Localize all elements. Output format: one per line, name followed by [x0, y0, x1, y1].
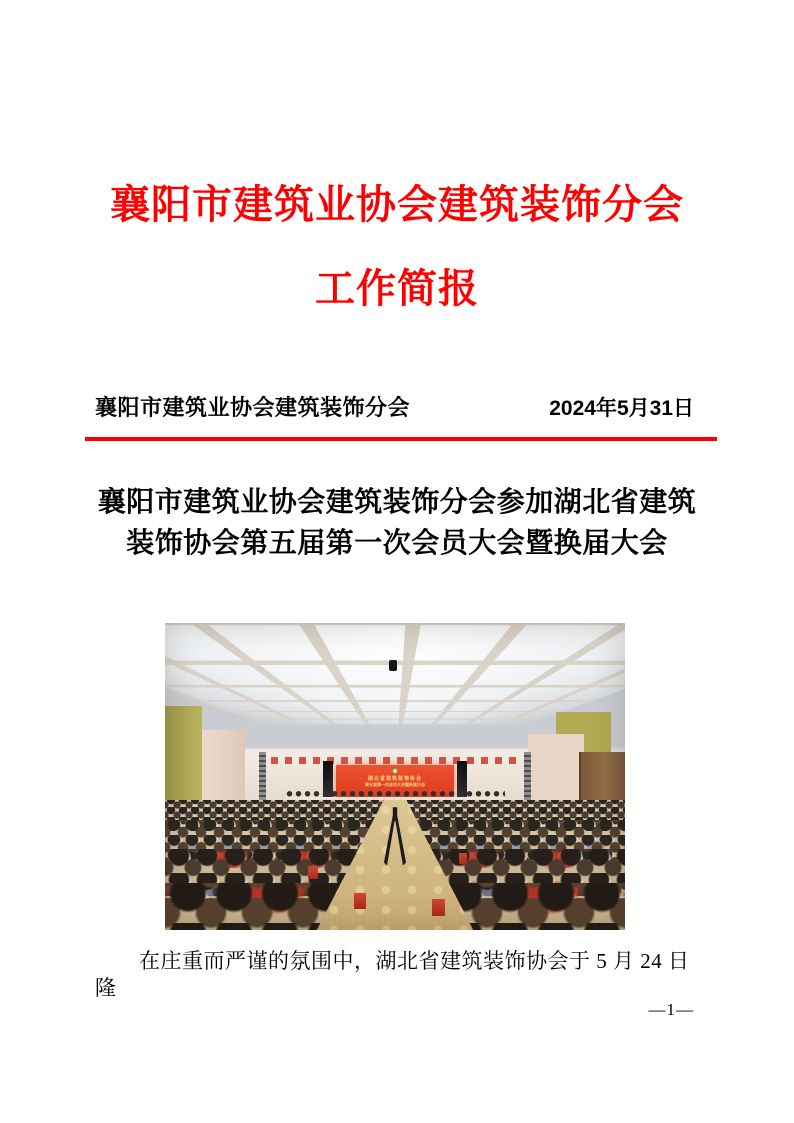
screen-title-line1: 湖北省建筑装饰协会 — [367, 776, 422, 783]
conference-photo — [165, 623, 625, 930]
red-divider-rule — [85, 437, 717, 441]
body-paragraph: 在庄重而严谨的氛围中，湖北省建筑装饰协会于 5 月 24 日隆 — [95, 949, 690, 1001]
screen-title-line2: 第五届第一次会员大会暨换届大会 — [364, 782, 425, 788]
page-number: —1— — [648, 1000, 694, 1019]
doc-title-line1: 襄阳市建筑业协会建筑装饰分会 — [110, 183, 684, 227]
article-heading — [0, 482, 794, 564]
doc-title-line2: 工作简报 — [315, 267, 479, 311]
article-heading-line1: 襄阳市建筑业协会建筑装饰分会参加湖北省建筑 — [97, 487, 697, 518]
masthead-date: 2024年5月31日 — [549, 397, 694, 420]
masthead-row — [95, 391, 694, 422]
photo-vignette — [165, 623, 625, 930]
masthead-org: 襄阳市建筑业协会建筑装饰分会 — [95, 395, 411, 420]
doc-title — [0, 163, 794, 331]
article-heading-line2: 装饰协会第五届第一次会员大会暨换届大会 — [126, 528, 668, 559]
